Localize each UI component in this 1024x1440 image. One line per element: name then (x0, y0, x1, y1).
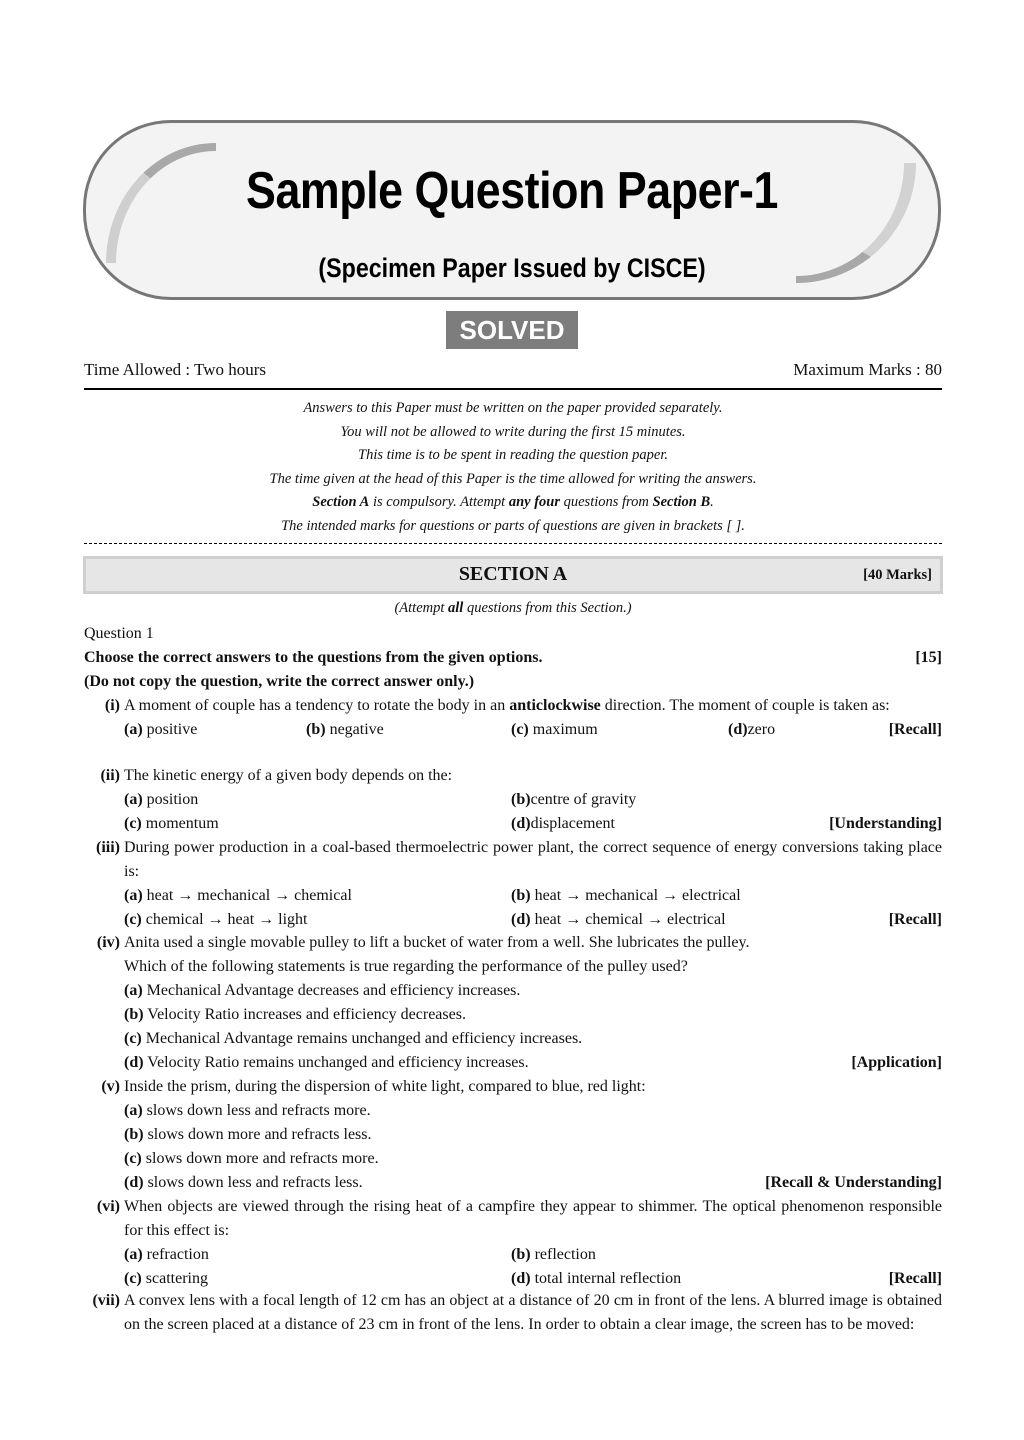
question-stem: During power production in a coal-based thermoelectric power plant, the correct sequence of energy conversions taking place is: (124, 839, 942, 880)
question-stem: Which of the following statements is true regarding the performance of the pulley used? (124, 958, 688, 975)
instruction-line: The time given at the head of this Paper is the time allowed for writing the answers. (269, 470, 757, 487)
option: (b) slows down more and refracts less. (124, 1126, 372, 1143)
section-note: (Attempt all questions from this Section.) (394, 600, 632, 616)
option: (c) momentum (124, 815, 219, 832)
question-stem: The kinetic energy of a given body depends on the: (124, 767, 453, 784)
instruction-line: Answers to this Paper must be written on the paper provided separately. (303, 400, 723, 416)
instruction-line: You will not be allowed to write during the first 15 minutes. (340, 423, 686, 440)
difficulty-tag: [Recall] (888, 721, 942, 738)
question-item: (iv) Anita used a single movable pulley to lift a bucket of water from a well. She lubricates the pulley. Which of the following statements is true regarding the performance of the pulley used? (a) Mechanical Advantage decreases and efficiency increases. (b) Velocity Ratio increases and efficiency decreases. (c) Mechanical Advantage remains unchanged and efficiency increases. (d) Velocity Ratio remains unchanged and efficiency increases. [Application] (84, 931, 942, 1075)
option: (b) negative (306, 721, 384, 738)
option: (a) position (124, 791, 199, 808)
option: (b) Velocity Ratio increases and efficiency decreases. (124, 1006, 466, 1023)
question-stem: A moment of couple has a tendency to rotate the body in an anticlockwise direction. The moment of couple is taken as: (124, 697, 890, 714)
option: (d) heat → chemical → electrical (511, 911, 726, 928)
option: (a) refraction (124, 1246, 209, 1263)
difficulty-tag: [Understanding] (829, 815, 942, 832)
question-instruction: Choose the correct answers to the questions from the given options. [15] (84, 646, 942, 670)
instruction-line: This time is to be spent in reading the question paper. (358, 447, 668, 464)
general-instructions (84, 397, 942, 539)
difficulty-tag: [Recall] (888, 911, 942, 928)
option: (b) reflection (511, 1246, 596, 1263)
question-stem: Inside the prism, during the dispersion of white light, compared to blue, red light: (124, 1078, 646, 1095)
question-stem: When objects are viewed through the rising heat of a campfire they appear to shimmer. The optical phenomenon responsible for this effect is: (124, 1198, 942, 1239)
question-marks: [15] (915, 649, 942, 666)
option: (a) positive (124, 721, 198, 738)
question-item: (vi) When objects are viewed through the rising heat of a campfire they appear to shimmer. The optical phenomenon responsible for this effect is: (a) refraction (b) reflection (c) scattering (d) total internal reflection [Recall] (84, 1195, 942, 1291)
option: (b) heat → mechanical → electrical (511, 887, 741, 904)
question-item: (ii) The kinetic energy of a given body depends on the: (a) position (b)centre of gravity (c) momentum (d)displacement [Understanding] (84, 764, 942, 836)
instruction-line: The intended marks for questions or parts of questions are given in brackets [ ]. (281, 517, 745, 534)
question-item: (iii) During power production in a coal-based thermoelectric power plant, the correct sequence of energy conversions taking place is: (a) heat → mechanical → chemical (b) heat → mechanical → electrical (c) chemical → heat → light (d) heat → chemical → electrical [Recall] (84, 836, 942, 932)
solved-badge: SOLVED (446, 311, 578, 349)
question-sub-instruction: (Do not copy the question, write the correct answer only.) (84, 673, 475, 690)
time-allowed: Time Allowed : Two hours (84, 360, 267, 379)
question-item: (vii) A convex lens with a focal length of 12 cm has an object at a distance of 20 cm in front of the lens. A blurred image is obtained on the screen placed at a distance of 23 cm in front of the lens. In order to obtain a clear image, the screen has to be moved: (84, 1289, 942, 1337)
difficulty-tag: [Recall] (888, 1270, 942, 1287)
difficulty-tag: [Recall & Understanding] (765, 1174, 942, 1191)
maximum-marks: Maximum Marks : 80 (793, 360, 942, 379)
option: (a) heat → mechanical → chemical (124, 887, 352, 904)
option: (b)centre of gravity (511, 791, 637, 808)
title-banner (83, 120, 941, 300)
option: (c) slows down more and refracts more. (124, 1150, 379, 1167)
question-item: (i) A moment of couple has a tendency to rotate the body in an anticlockwise direction. The moment of couple is taken as: (a) positive (b) negative (c) maximum (d)zero [Recall] (84, 694, 942, 742)
option: (d)displacement (511, 815, 615, 832)
section-marks: [40 Marks] (863, 567, 932, 583)
section-title: SECTION A (458, 563, 568, 585)
option: (a) Mechanical Advantage decreases and efficiency increases. (124, 982, 521, 999)
option: (d) slows down less and refracts less. (124, 1174, 363, 1191)
dashed-divider (84, 543, 942, 544)
option: (c) scattering (124, 1270, 208, 1287)
option: (a) slows down less and refracts more. (124, 1102, 371, 1119)
page-subtitle: (Specimen Paper Issued by CISCE) (318, 253, 706, 283)
instruction-line: Section A is compulsory. Attempt any four questions from Section B. (312, 494, 714, 511)
exam-meta (84, 360, 942, 380)
option: (d) Velocity Ratio remains unchanged and efficiency increases. (124, 1054, 529, 1071)
question-stem: A convex lens with a focal length of 12 cm has an object at a distance of 20 cm in front of the lens. A blurred image is obtained on the screen placed at a distance of 23 cm in front of the lens. In order to obtain a clear image, the screen has to be moved: (124, 1292, 942, 1333)
page-title: Sample Question Paper-1 (246, 162, 778, 220)
section-header (83, 556, 943, 594)
option: (d) total internal reflection (511, 1270, 682, 1287)
question-stem: Anita used a single movable pulley to lift a bucket of water from a well. She lubricates the pulley. (124, 934, 750, 951)
option: (d)zero (728, 721, 776, 738)
question-heading: Question 1 (84, 625, 154, 642)
option: (c) maximum (511, 721, 598, 738)
divider (84, 388, 942, 390)
option: (c) chemical → heat → light (124, 911, 308, 928)
option: (c) Mechanical Advantage remains unchanged and efficiency increases. (124, 1030, 583, 1047)
difficulty-tag: [Application] (851, 1054, 942, 1071)
question-item: (v) Inside the prism, during the dispersion of white light, compared to blue, red light: (a) slows down less and refracts more. (b) slows down more and refracts less. (c) slows down more and refracts more. (d) slows down less and refracts less. [Recall & Understanding] (84, 1075, 942, 1195)
